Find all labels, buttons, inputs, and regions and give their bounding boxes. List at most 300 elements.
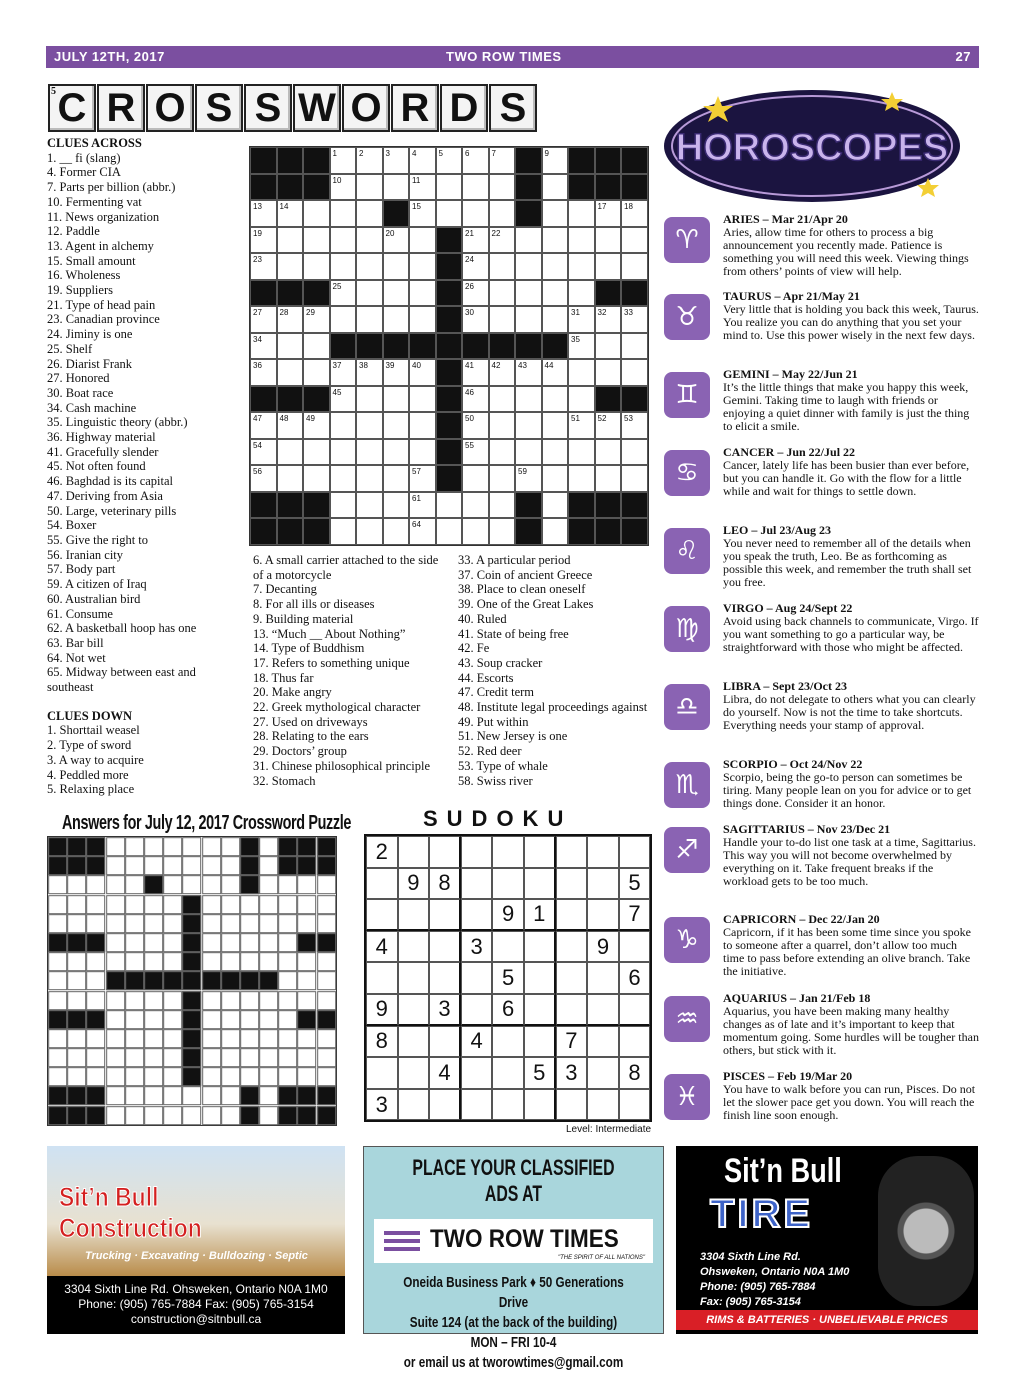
crossword-cell[interactable]: [383, 253, 410, 280]
sudoku-cell[interactable]: 9: [398, 868, 430, 900]
crossword-cell[interactable]: [568, 386, 595, 413]
tire-phone: Phone: (905) 765-7884: [700, 1281, 816, 1293]
sudoku-cell[interactable]: 9: [587, 931, 619, 963]
sudoku-cell[interactable]: [524, 931, 556, 963]
sudoku-cell[interactable]: [492, 836, 524, 868]
crossword-cell: [436, 333, 463, 360]
crossword-cell[interactable]: [489, 174, 516, 201]
sudoku-cell[interactable]: 4: [461, 1026, 493, 1058]
crossword-cell[interactable]: 26: [462, 280, 489, 307]
crossword-cell[interactable]: [542, 492, 569, 519]
crossword-cell[interactable]: 27: [250, 306, 277, 333]
crossword-cell[interactable]: 9: [542, 147, 569, 174]
sudoku-cell[interactable]: [587, 994, 619, 1026]
sudoku-cell[interactable]: 3: [429, 994, 461, 1026]
sudoku-cell[interactable]: [524, 1089, 556, 1121]
crossword-cell[interactable]: [515, 227, 542, 254]
crossword-cell[interactable]: [277, 465, 304, 492]
crossword-cell[interactable]: 38: [356, 359, 383, 386]
crossword-cell[interactable]: [542, 200, 569, 227]
sudoku-cell[interactable]: [556, 962, 588, 994]
crossword-cell[interactable]: 13: [250, 200, 277, 227]
crossword-cell[interactable]: [383, 492, 410, 519]
crossword-cell[interactable]: [330, 465, 357, 492]
crossword-cell[interactable]: [542, 253, 569, 280]
sudoku-cell[interactable]: [398, 1026, 430, 1058]
crossword-cell[interactable]: [489, 412, 516, 439]
sudoku-cell[interactable]: [461, 868, 493, 900]
crossword-cell: [489, 333, 516, 360]
crossword-cell[interactable]: 1: [330, 147, 357, 174]
sudoku-cell[interactable]: [556, 1089, 588, 1121]
answer-cell: [297, 1106, 316, 1125]
crossword-cell[interactable]: [568, 359, 595, 386]
answer-cell: [297, 895, 316, 914]
crossword-cell[interactable]: 23: [250, 253, 277, 280]
crossword-cell[interactable]: [356, 386, 383, 413]
crossword-cell[interactable]: [303, 465, 330, 492]
crossword-cell[interactable]: 55: [462, 439, 489, 466]
sudoku-cell[interactable]: [587, 1026, 619, 1058]
crossword-cell[interactable]: [303, 333, 330, 360]
construction-ad[interactable]: [47, 1146, 345, 1334]
crossword-cell[interactable]: [409, 227, 436, 254]
crossword-cell[interactable]: 20: [383, 227, 410, 254]
answer-cell: [221, 875, 240, 894]
crossword-cell[interactable]: [436, 518, 463, 545]
crossword-cell[interactable]: [489, 253, 516, 280]
crossword-cell[interactable]: [595, 253, 622, 280]
crossword-cell[interactable]: [568, 200, 595, 227]
answer-cell: [259, 856, 278, 875]
crossword-cell[interactable]: [542, 306, 569, 333]
crossword-cell[interactable]: [356, 492, 383, 519]
answer-cell: [86, 1010, 105, 1029]
crossword-grid[interactable]: [249, 146, 649, 546]
classified-ad[interactable]: [363, 1146, 664, 1371]
sudoku-cell[interactable]: 9: [366, 994, 398, 1026]
crossword-cell[interactable]: [621, 227, 648, 254]
sudoku-cell[interactable]: [461, 899, 493, 931]
crossword-cell[interactable]: [515, 253, 542, 280]
crossword-cell[interactable]: 15: [409, 200, 436, 227]
sudoku-cell[interactable]: 4: [366, 931, 398, 963]
crossword-cell[interactable]: [383, 518, 410, 545]
crossword-cell[interactable]: 11: [409, 174, 436, 201]
crossword-cell[interactable]: [568, 227, 595, 254]
crossword-cell[interactable]: [489, 492, 516, 519]
sudoku-cell[interactable]: [524, 1026, 556, 1058]
sudoku-cell[interactable]: [461, 1057, 493, 1089]
crossword-cell[interactable]: [303, 227, 330, 254]
sudoku-cell[interactable]: 5: [524, 1057, 556, 1089]
crossword-cell[interactable]: 39: [383, 359, 410, 386]
horoscope-entry: [723, 823, 981, 888]
answer-cell: [163, 837, 182, 856]
crossword-cell[interactable]: 18: [621, 200, 648, 227]
crossword-cell[interactable]: [303, 439, 330, 466]
crossword-cell[interactable]: 40: [409, 359, 436, 386]
crossword-cell[interactable]: [542, 174, 569, 201]
sudoku-cell[interactable]: [556, 994, 588, 1026]
sudoku-cell[interactable]: [461, 962, 493, 994]
answer-cell: [202, 837, 221, 856]
crossword-cell[interactable]: [356, 518, 383, 545]
crossword-cell[interactable]: [409, 306, 436, 333]
sudoku-cell[interactable]: 1: [524, 899, 556, 931]
crossword-cell[interactable]: [436, 492, 463, 519]
sudoku-cell[interactable]: [366, 868, 398, 900]
sudoku-cell[interactable]: [429, 899, 461, 931]
crossword-cell[interactable]: [436, 200, 463, 227]
crossword-cell[interactable]: [568, 280, 595, 307]
sudoku-cell[interactable]: [366, 1057, 398, 1089]
crossword-cell[interactable]: 52: [595, 412, 622, 439]
clue-item: 23. Canadian province: [47, 312, 160, 327]
crossword-cell[interactable]: [330, 412, 357, 439]
crossword-cell[interactable]: [595, 227, 622, 254]
sudoku-cell[interactable]: [524, 994, 556, 1026]
sudoku-cell[interactable]: [619, 836, 651, 868]
crossword-cell[interactable]: [489, 200, 516, 227]
crossword-cell: [595, 386, 622, 413]
section-number: 5: [51, 86, 56, 97]
sudoku-cell[interactable]: [524, 836, 556, 868]
crossword-cell[interactable]: [356, 412, 383, 439]
sudoku-cell[interactable]: [587, 962, 619, 994]
sudoku-cell[interactable]: [461, 836, 493, 868]
crossword-cell[interactable]: [515, 280, 542, 307]
crossword-cell[interactable]: [542, 412, 569, 439]
sudoku-cell[interactable]: [556, 836, 588, 868]
answer-cell: [106, 856, 125, 875]
crossword-cell[interactable]: [356, 200, 383, 227]
crossword-cell[interactable]: [277, 227, 304, 254]
crossword-cell[interactable]: 34: [250, 333, 277, 360]
crossword-cell[interactable]: [330, 492, 357, 519]
crossword-cell[interactable]: 45: [330, 386, 357, 413]
crossword-cell[interactable]: [595, 359, 622, 386]
crossword-cell[interactable]: [515, 412, 542, 439]
sudoku-cell[interactable]: 7: [619, 899, 651, 931]
crossword-cell[interactable]: [489, 439, 516, 466]
crossword-cell[interactable]: [409, 386, 436, 413]
sudoku-cell[interactable]: [587, 1089, 619, 1121]
sudoku-cell[interactable]: [366, 962, 398, 994]
crossword-cell[interactable]: [542, 386, 569, 413]
sudoku-cell[interactable]: [556, 868, 588, 900]
sudoku-cell[interactable]: [556, 931, 588, 963]
crossword-cell[interactable]: [383, 412, 410, 439]
crossword-cell[interactable]: [542, 227, 569, 254]
construction-name: Sit’n Bull Construction: [59, 1182, 202, 1243]
crossword-cell[interactable]: 2: [356, 147, 383, 174]
crossword-cell: [409, 333, 436, 360]
sudoku-cell[interactable]: [398, 962, 430, 994]
crossword-cell[interactable]: [330, 227, 357, 254]
sudoku-cell[interactable]: [524, 962, 556, 994]
sudoku-cell[interactable]: [492, 1057, 524, 1089]
crossword-cell[interactable]: [621, 439, 648, 466]
crossword-cell[interactable]: [568, 465, 595, 492]
crossword-cell[interactable]: [621, 465, 648, 492]
crossword-cell[interactable]: [383, 439, 410, 466]
sudoku-cell[interactable]: [429, 836, 461, 868]
crossword-cell[interactable]: [621, 359, 648, 386]
crossword-cell[interactable]: [595, 439, 622, 466]
construction-address: 3304 Sixth Line Rd. Ohsweken, Ontario N0A 1M0: [64, 1282, 328, 1296]
sudoku-cell[interactable]: [461, 994, 493, 1026]
crossword-cell[interactable]: [489, 465, 516, 492]
crossword-cell[interactable]: [330, 518, 357, 545]
crossword-cell[interactable]: 22: [489, 227, 516, 254]
crossword-cell[interactable]: 19: [250, 227, 277, 254]
tire-ad[interactable]: [676, 1146, 978, 1334]
title-letter: S: [244, 84, 292, 132]
crossword-cell[interactable]: 64: [409, 518, 436, 545]
sudoku-cell[interactable]: 7: [556, 1026, 588, 1058]
crossword-cell[interactable]: 37: [330, 359, 357, 386]
crossword-cell[interactable]: [489, 386, 516, 413]
answer-cell: [67, 895, 86, 914]
sudoku-cell[interactable]: [619, 994, 651, 1026]
crossword-cell[interactable]: [356, 439, 383, 466]
crossword-cell[interactable]: 33: [621, 306, 648, 333]
crossword-cell[interactable]: 54: [250, 439, 277, 466]
classified-line3: MON – FRI 10-4: [470, 1334, 557, 1351]
crossword-cell[interactable]: [515, 386, 542, 413]
crossword-cell[interactable]: 6: [462, 147, 489, 174]
sudoku-cell[interactable]: 3: [461, 931, 493, 963]
crossword-cell[interactable]: [595, 465, 622, 492]
sudoku-cell[interactable]: [429, 1089, 461, 1121]
crossword-cell[interactable]: [303, 253, 330, 280]
crossword-cell: [621, 147, 648, 174]
sudoku-cell[interactable]: [587, 899, 619, 931]
crossword-cell[interactable]: [330, 200, 357, 227]
answer-cell: [182, 991, 201, 1010]
crossword-cell[interactable]: 14: [277, 200, 304, 227]
classified-line4[interactable]: or email us at tworowtimes@gmail.com: [403, 1354, 624, 1371]
crossword-cell[interactable]: 43: [515, 359, 542, 386]
sudoku-cell[interactable]: [492, 1089, 524, 1121]
crossword-cell[interactable]: [356, 253, 383, 280]
sudoku-cell[interactable]: 6: [619, 962, 651, 994]
sudoku-cell[interactable]: 5: [492, 962, 524, 994]
crossword-cell[interactable]: [383, 306, 410, 333]
sudoku-cell[interactable]: 5: [619, 868, 651, 900]
answer-cell: [86, 875, 105, 894]
crossword-cell[interactable]: 30: [462, 306, 489, 333]
crossword-cell[interactable]: [542, 465, 569, 492]
crossword-cell[interactable]: 3: [383, 147, 410, 174]
crossword-cell[interactable]: 17: [595, 200, 622, 227]
sudoku-cell[interactable]: 8: [619, 1057, 651, 1089]
classified-headline: PLACE YOUR CLASSIFIED ADS AT: [412, 1155, 615, 1206]
clue-item: 31. Chinese philosophical principle: [253, 758, 431, 773]
crossword-cell[interactable]: [462, 492, 489, 519]
crossword-cell[interactable]: 53: [621, 412, 648, 439]
crossword-cell[interactable]: [489, 280, 516, 307]
answer-cell: [48, 914, 67, 933]
crossword-cell[interactable]: [515, 439, 542, 466]
crossword-cell[interactable]: [356, 465, 383, 492]
crossword-cell[interactable]: 10: [330, 174, 357, 201]
answer-cell: [67, 914, 86, 933]
answer-cell: [163, 1029, 182, 1048]
sudoku-cell[interactable]: [429, 1026, 461, 1058]
crossword-cell[interactable]: [542, 518, 569, 545]
crossword-cell[interactable]: 59: [515, 465, 542, 492]
sudoku-cell[interactable]: [619, 931, 651, 963]
clue-item: 9. Building material: [253, 611, 354, 626]
answer-cell: [240, 895, 259, 914]
crossword-cell[interactable]: [383, 174, 410, 201]
answer-cell: [259, 933, 278, 952]
sudoku-cell[interactable]: 8: [366, 1026, 398, 1058]
sudoku-cell[interactable]: [587, 1057, 619, 1089]
sudoku-cell[interactable]: [619, 1026, 651, 1058]
answer-cell: [144, 991, 163, 1010]
crossword-cell[interactable]: 48: [277, 412, 304, 439]
crossword-cell[interactable]: [356, 306, 383, 333]
crossword-cell[interactable]: [489, 518, 516, 545]
crossword-cell[interactable]: [356, 227, 383, 254]
answer-cell: [278, 1048, 297, 1067]
sudoku-cell[interactable]: [398, 1057, 430, 1089]
crossword-cell[interactable]: [489, 306, 516, 333]
crossword-cell[interactable]: 35: [568, 333, 595, 360]
crossword-cell[interactable]: [356, 280, 383, 307]
crossword-cell[interactable]: 46: [462, 386, 489, 413]
sudoku-cell[interactable]: [492, 931, 524, 963]
answer-cell: [240, 1029, 259, 1048]
crossword-cell[interactable]: [383, 386, 410, 413]
crossword-cell[interactable]: 29: [303, 306, 330, 333]
crossword-cell[interactable]: [303, 200, 330, 227]
crossword-cell[interactable]: [303, 359, 330, 386]
crossword-cell[interactable]: 49: [303, 412, 330, 439]
sudoku-cell[interactable]: 3: [366, 1089, 398, 1121]
crossword-cell[interactable]: 42: [489, 359, 516, 386]
crossword-cell[interactable]: [621, 333, 648, 360]
crossword-cell[interactable]: 7: [489, 147, 516, 174]
answer-cell: [297, 875, 316, 894]
sudoku-cell[interactable]: [398, 1089, 430, 1121]
crossword-cell[interactable]: [356, 174, 383, 201]
crossword-cell[interactable]: [621, 253, 648, 280]
zodiac-icon: ♒: [664, 996, 710, 1042]
crossword-cell[interactable]: [330, 439, 357, 466]
crossword-cell[interactable]: [542, 439, 569, 466]
sudoku-cell[interactable]: [398, 994, 430, 1026]
sudoku-cell[interactable]: 3: [556, 1057, 588, 1089]
crossword-cell[interactable]: [330, 253, 357, 280]
crossword-cell[interactable]: [383, 280, 410, 307]
sudoku-cell[interactable]: [398, 899, 430, 931]
crossword-cell[interactable]: [277, 439, 304, 466]
sudoku-cell[interactable]: [398, 931, 430, 963]
crossword-cell[interactable]: 41: [462, 359, 489, 386]
crossword-cell[interactable]: 57: [409, 465, 436, 492]
crossword-cell[interactable]: [409, 253, 436, 280]
crossword-cell[interactable]: 32: [595, 306, 622, 333]
sudoku-cell[interactable]: [492, 868, 524, 900]
crossword-cell[interactable]: [462, 465, 489, 492]
sudoku-cell[interactable]: 8: [429, 868, 461, 900]
crossword-cell[interactable]: 47: [250, 412, 277, 439]
crossword-cell[interactable]: [462, 174, 489, 201]
answer-cell: [202, 933, 221, 952]
crossword-cell[interactable]: 28: [277, 306, 304, 333]
sudoku-grid[interactable]: [364, 834, 652, 1122]
crossword-cell[interactable]: 50: [462, 412, 489, 439]
sudoku-cell[interactable]: [587, 868, 619, 900]
sudoku-cell[interactable]: [492, 1026, 524, 1058]
crossword-cell[interactable]: 51: [568, 412, 595, 439]
crossword-cell[interactable]: 36: [250, 359, 277, 386]
sudoku-cell[interactable]: [524, 868, 556, 900]
sudoku-cell[interactable]: 2: [366, 836, 398, 868]
crossword-cell[interactable]: 31: [568, 306, 595, 333]
crossword-cell[interactable]: 44: [542, 359, 569, 386]
crossword-cell[interactable]: 4: [409, 147, 436, 174]
title-letter: R: [97, 84, 145, 132]
sudoku-cell[interactable]: [619, 1089, 651, 1121]
sudoku-cell[interactable]: [429, 931, 461, 963]
crossword-cell[interactable]: 21: [462, 227, 489, 254]
crossword-cell[interactable]: [595, 333, 622, 360]
sudoku-cell[interactable]: [366, 899, 398, 931]
sudoku-cell[interactable]: [461, 1089, 493, 1121]
sudoku-cell[interactable]: [429, 962, 461, 994]
crossword-cell[interactable]: [568, 253, 595, 280]
crossword-cell[interactable]: [462, 518, 489, 545]
crossword-cell[interactable]: [277, 359, 304, 386]
crossword-cell[interactable]: [436, 174, 463, 201]
zodiac-icon: ♎: [664, 684, 710, 730]
clue-item: 6. A small carrier attached to the side of a motorcycle: [253, 553, 439, 582]
crossword-cell[interactable]: [515, 306, 542, 333]
sudoku-cell[interactable]: [556, 899, 588, 931]
construction-email[interactable]: construction@sitnbull.ca: [130, 1312, 262, 1326]
sudoku-cell[interactable]: 9: [492, 899, 524, 931]
crossword-cell[interactable]: [383, 465, 410, 492]
crossword-cell[interactable]: 5: [436, 147, 463, 174]
clue-item: 35. Linguistic theory (abbr.): [47, 415, 188, 430]
crossword-cell[interactable]: 24: [462, 253, 489, 280]
clue-item: 21. Type of head pain: [47, 297, 156, 312]
crossword-cell[interactable]: 56: [250, 465, 277, 492]
crossword-cell[interactable]: [277, 333, 304, 360]
sudoku-cell[interactable]: [587, 836, 619, 868]
crossword-cell[interactable]: [277, 253, 304, 280]
sudoku-cell[interactable]: [398, 836, 430, 868]
crossword-cell[interactable]: [330, 306, 357, 333]
crossword-cell[interactable]: [462, 200, 489, 227]
crossword-cell[interactable]: 61: [409, 492, 436, 519]
crossword-cell[interactable]: [409, 439, 436, 466]
sudoku-cell[interactable]: 6: [492, 994, 524, 1026]
sudoku-cell[interactable]: 4: [429, 1057, 461, 1089]
crossword-cell[interactable]: [542, 280, 569, 307]
crossword-cell[interactable]: [409, 412, 436, 439]
crossword-cell[interactable]: [568, 439, 595, 466]
answer-cell: [163, 991, 182, 1010]
crossword-cell[interactable]: 25: [330, 280, 357, 307]
crossword-cell[interactable]: [409, 280, 436, 307]
answer-cell: [317, 952, 336, 971]
